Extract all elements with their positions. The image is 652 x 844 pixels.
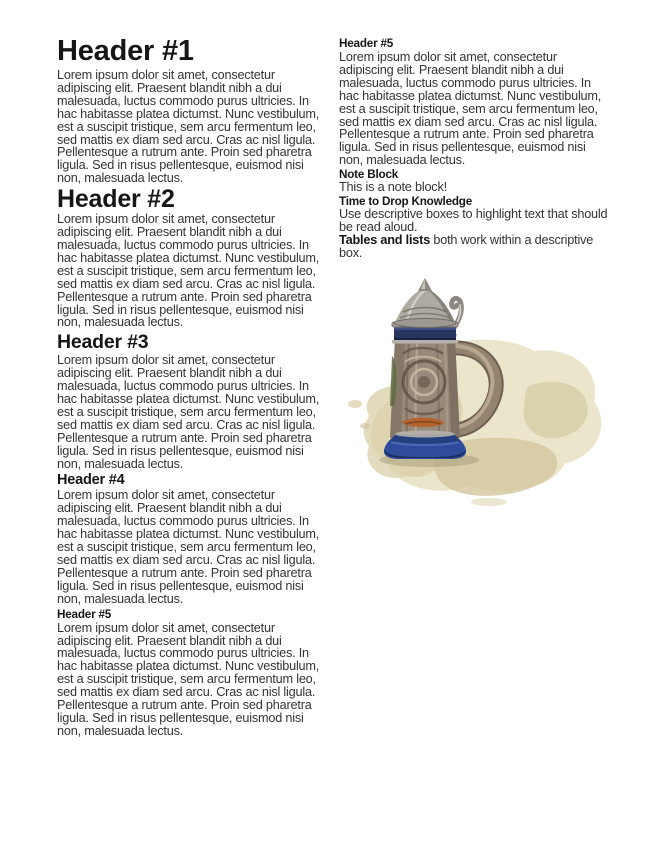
tables-note-rest: both work within a descriptive box. <box>339 232 594 260</box>
note-block-text: This is a note block! <box>339 180 447 195</box>
left-column <box>57 35 329 844</box>
paragraph: Lorem ipsum dolor sit amet, consectetur adipiscing elit. Praesent blandit nibh a dui malesuada, luctus commodo purus ultricies. In hac habitasse platea dictumst. Nunc vestibulum, est a suscipit tristique, sem arcu fermentum leo, sed mattis ex diam sed arcu. Cras ac nisl ligula. Pellentesque a rutrum ante. Proin sed pharetra ligula. Sed in risus pellentesque, euismod nisi non, malesuada lectus. <box>57 212 320 330</box>
knowledge-block-title: Time to Drop Knowledge <box>339 195 473 209</box>
stein-lid <box>394 278 456 328</box>
stein-body <box>390 338 460 438</box>
heading-2: Header #2 <box>57 185 175 214</box>
paragraph: Lorem ipsum dolor sit amet, consectetur adipiscing elit. Praesent blandit nibh a dui malesuada, luctus commodo purus ultricies. In hac habitasse platea dictumst. Nunc vestibulum, est a suscipit tristique, sem arcu fermentum leo, sed mattis ex diam sed arcu. Cras ac nisl ligula. Pellentesque a rutrum ante. Proin sed pharetra ligula. Sed in risus pellentesque, euismod nisi non, malesuada lectus. <box>57 353 320 471</box>
paragraph: Lorem ipsum dolor sit amet, consectetur adipiscing elit. Praesent blandit nibh a dui malesuada, luctus commodo purus ultricies. In hac habitasse platea dictumst. Nunc vestibulum, est a suscipit tristique, sem arcu fermentum leo, sed mattis ex diam sed arcu. Cras ac nisl ligula. Pellentesque a rutrum ante. Proin sed pharetra ligula. Sed in risus pellentesque, euismod nisi non, malesuada lectus. <box>57 488 320 606</box>
tables-note-bold: Tables and lists <box>339 232 431 247</box>
heading-4: Header #4 <box>57 472 125 489</box>
note-block-title: Note Block <box>339 168 399 182</box>
stein-base <box>384 430 466 459</box>
tables-note <box>339 234 611 260</box>
right-column <box>339 35 611 844</box>
paragraph: Lorem ipsum dolor sit amet, consectetur adipiscing elit. Praesent blandit nibh a dui malesuada, luctus commodo purus ultricies. In hac habitasse platea dictumst. Nunc vestibulum, est a suscipit tristique, sem arcu fermentum leo, sed mattis ex diam sed arcu. Cras ac nisl ligula. Pellentesque a rutrum ante. Proin sed pharetra ligula. Sed in risus pellentesque, euismod nisi non, malesuada lectus. <box>339 50 602 168</box>
heading-5: Header #5 <box>339 37 394 50</box>
beer-stein-watercolor-svg <box>339 276 619 508</box>
knowledge-block-text: Use descriptive boxes to highlight text that should be read aloud. <box>339 207 608 234</box>
paragraph: Lorem ipsum dolor sit amet, consectetur adipiscing elit. Praesent blandit nibh a dui malesuada, luctus commodo purus ultricies. In hac habitasse platea dictumst. Nunc vestibulum, est a suscipit tristique, sem arcu fermentum leo, sed mattis ex diam sed arcu. Cras ac nisl ligula. Pellentesque a rutrum ante. Proin sed pharetra ligula. Sed in risus pellentesque, euismod nisi non, malesuada lectus. <box>57 68 320 186</box>
heading-3: Header #3 <box>57 331 149 354</box>
heading-5: Header #5 <box>57 607 112 621</box>
stein-illustration <box>339 276 619 508</box>
paragraph: Lorem ipsum dolor sit amet, consectetur adipiscing elit. Praesent blandit nibh a dui malesuada, luctus commodo purus ultricies. In hac habitasse platea dictumst. Nunc vestibulum, est a suscipit tristique, sem arcu fermentum leo, sed mattis ex diam sed arcu. Cras ac nisl ligula. Pellentesque a rutrum ante. Proin sed pharetra ligula. Sed in risus pellentesque, euismod nisi non, malesuada lectus. <box>57 620 320 738</box>
heading-1: Header #1 <box>57 35 194 67</box>
